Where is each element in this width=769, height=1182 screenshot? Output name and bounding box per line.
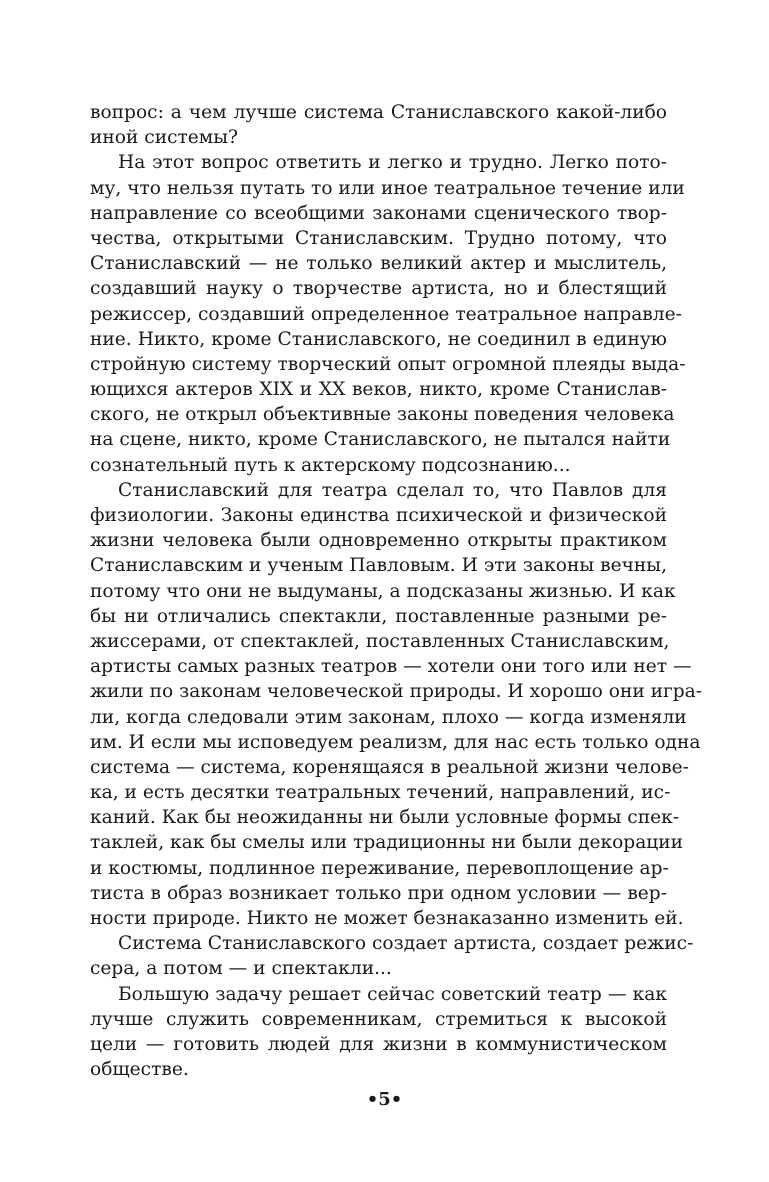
text-line: ющихся актеров XIX и XX веков, никто, кроме Станислав- (90, 379, 667, 401)
text-line: жиссерами, от спектаклей, поставленных Станиславским, (90, 630, 670, 652)
text-line: цели — готовить людей для жизни в коммунистическом (90, 1033, 667, 1055)
text-line: тиста в образ возникает только при одном условии — вер- (90, 882, 667, 904)
text-line: Станиславский — не только великий актер и мыслитель, (90, 253, 667, 275)
text-line: Станиславским и ученым Павловым. И эти законы вечны, (90, 555, 667, 577)
text-line: На этот вопрос ответить и легко и трудно. Легко пото- (118, 152, 667, 174)
text-line: и костюмы, подлинное переживание, перевоплощение ар- (90, 857, 669, 879)
text-line: на сцене, никто, кроме Станиславского, не пытался найти (90, 429, 671, 451)
text-line: обществе. (90, 1059, 189, 1081)
text-line: Большую задачу решает сейчас советский театр — как (118, 983, 667, 1005)
paragraph (90, 100, 667, 150)
text-line: ние. Никто, кроме Станиславского, не соединил в единую (90, 328, 667, 350)
paragraph (90, 982, 667, 1083)
text-line: им. И если мы исповедуем реализм, для нас есть только одна (90, 731, 701, 753)
text-line: потому что они не выдуманы, а подсказаны жизнью. И как (90, 580, 676, 602)
text-line: режиссер, создавший определенное театральное направле- (90, 303, 682, 325)
text-line: ности природе. Никто не может безнаказанно изменить ей. (90, 908, 684, 929)
text-line: Система Станиславского создает артиста, создает режис- (118, 933, 694, 955)
text-line: вопрос: а чем лучше система Станиславского какой-либо (90, 102, 667, 123)
paragraph (90, 478, 703, 931)
text-line: иной системы? (90, 127, 239, 149)
text-line: жизни человека были одновременно открыты практиком (90, 530, 667, 552)
text-line: артисты самых разных театров — хотели они того или нет — (90, 656, 692, 678)
text-line: чества, открытыми Станиславским. Трудно потому, что (90, 227, 667, 249)
text-line: каний. Как бы неожиданны ни были условные формы спек- (90, 807, 680, 829)
text-line: физиологии. Законы единства психической и физической (90, 505, 667, 526)
text-line: ка, и есть десятки театральных течений, направлений, ис- (90, 782, 671, 804)
text-line: направление со всеобщими законами сценического твор- (90, 202, 667, 224)
page-number: •5• (366, 1089, 403, 1110)
text-line: му, что нельзя путать то или иное театральное течение или (90, 177, 685, 199)
text-line: бы ни отличались спектакли, поставленные разными ре- (90, 605, 667, 627)
text-line: таклей, как бы смелы или традиционны ни были декорации (90, 832, 684, 854)
text-line: ли, когда следовали этим законам, плохо — когда изменяли (90, 706, 687, 728)
paragraph (90, 150, 686, 477)
text-line: сера, а потом — и спектакли... (90, 958, 392, 980)
text-line: Станиславский для театра сделал то, что Павлов для (118, 479, 667, 501)
text-line: создавший науку о творчестве артиста, но и блестящий (90, 278, 667, 300)
text-line: система — система, коренящаяся в реальной жизни челове- (90, 756, 689, 778)
text-line: стройную систему творческий опыт огромной плеяды выда- (90, 353, 686, 375)
page-body (90, 100, 703, 1082)
text-line: жили по законам человеческой природы. И хорошо они игра- (90, 681, 703, 703)
text-line: ского, не открыл объективные законы поведения человека (90, 404, 675, 426)
text-line: сознательный путь к актерскому подсознанию... (90, 454, 571, 476)
paragraph (90, 931, 694, 981)
text-line: лучше служить современникам, стремиться к высокой (90, 1008, 667, 1030)
